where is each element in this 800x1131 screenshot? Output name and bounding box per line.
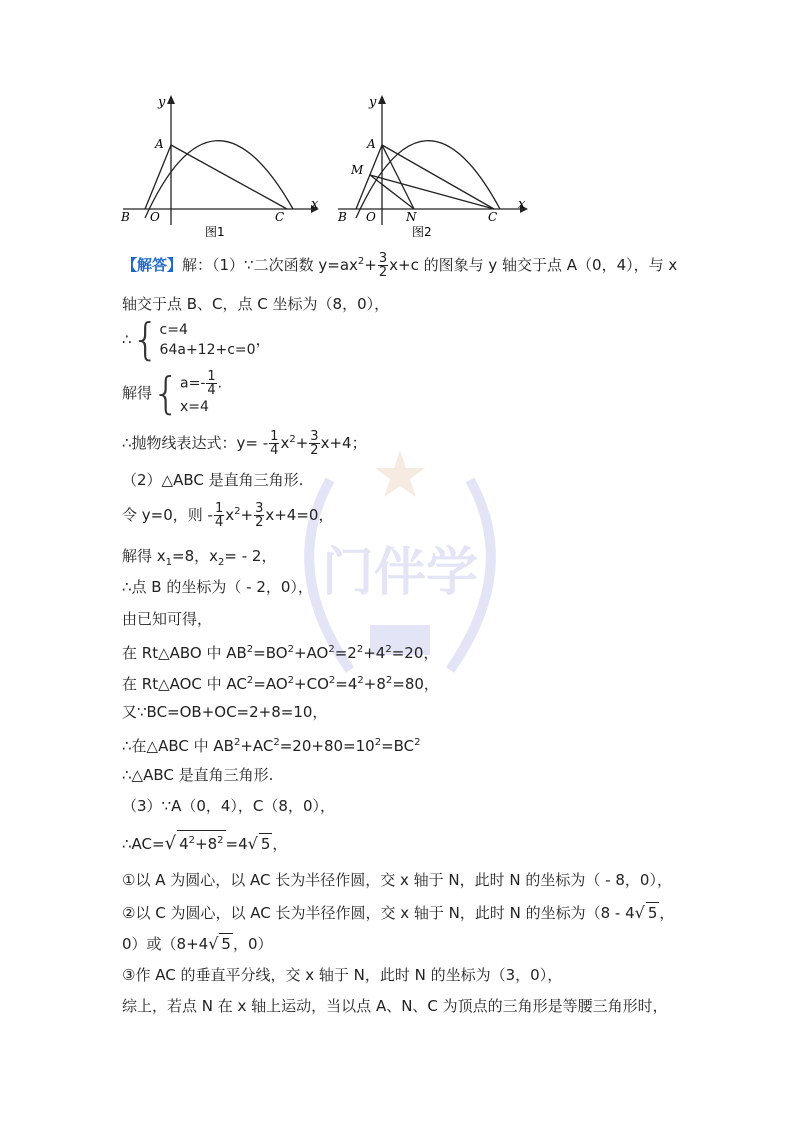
radicand: 5: [260, 835, 271, 853]
label-y: y: [158, 95, 166, 110]
equation-system: [180, 370, 222, 417]
solution-line-9: ∴点 B 的坐标为（ - 2，0），: [122, 578, 313, 596]
superscript: 2: [234, 506, 241, 517]
equation: x=4: [180, 399, 209, 415]
denominator: 4: [270, 443, 279, 458]
superscript: 2: [356, 644, 364, 655]
segment-mc: [370, 175, 494, 209]
solution-line-14: [122, 733, 421, 756]
solution-line-22: 综上，若点 N 在 x 轴上运动，当以点 A、N、C 为顶点的三角形是等腰三角形时，: [122, 997, 668, 1015]
radicand: [177, 830, 225, 854]
text: +8: [363, 675, 386, 693]
text: =80，: [392, 675, 439, 693]
superscript: 2: [287, 675, 295, 686]
subscript: 2: [218, 557, 225, 568]
denominator: 4: [214, 515, 224, 530]
equation: c=4: [159, 322, 188, 338]
label-y: y: [369, 95, 377, 110]
sqrt-sign-icon: √: [247, 834, 258, 853]
answer-tag: 【解答】: [122, 256, 183, 274]
label-b: B: [338, 210, 347, 224]
solution-line-2: 轴交于点 B、C，点 C 坐标为（8，0），: [122, 295, 390, 313]
denominator: 2: [310, 443, 319, 458]
label-b: B: [121, 210, 130, 224]
figure-2-caption: 图2: [412, 225, 432, 239]
solution-line-10: 由已知可得，: [122, 610, 213, 628]
sqrt-sign-icon: √: [208, 934, 219, 953]
subscript: 1: [165, 557, 173, 568]
text: =BC: [381, 737, 415, 755]
sqrt-sign-icon: √: [634, 903, 645, 922]
equation-system: [160, 320, 256, 360]
text: =20，: [391, 644, 439, 662]
text: ∴: [122, 330, 132, 349]
text: ∴抛物线表达式：y= -: [122, 434, 269, 452]
sqrt-sign-icon: √: [164, 833, 177, 854]
text: =20+80=10: [279, 737, 375, 755]
text: =AO: [253, 675, 288, 693]
fraction: [214, 502, 224, 529]
solution-line-7: [122, 502, 333, 529]
radicand: 5: [221, 935, 231, 953]
solution-line-17: [122, 830, 287, 854]
superscript: 2: [233, 737, 241, 748]
text: 4: [179, 835, 189, 853]
text: 解得 x: [122, 547, 166, 565]
solution-line-18: ①以 A 为圆心，以 AC 长为半径作圆，交 x 轴于 N，此时 N 的坐标为（ - 8，0），: [122, 871, 672, 889]
label-a: A: [367, 137, 376, 151]
superscript: 2: [188, 835, 195, 846]
brace-icon: {: [152, 367, 181, 419]
text: 解得: [122, 384, 153, 402]
label-n: N: [406, 210, 417, 224]
numerator: 3: [255, 501, 264, 516]
text: x+4=0，: [265, 506, 334, 524]
text: .: [217, 375, 223, 392]
label-c: C: [275, 210, 285, 224]
fraction: [254, 502, 264, 529]
text: ，: [272, 835, 288, 853]
superscript: 2: [385, 644, 392, 655]
text: 在 Rt△ABO 中 AB: [122, 644, 247, 662]
text: ，0）: [232, 935, 273, 953]
text: ∴AC=: [122, 835, 165, 853]
label-a: A: [155, 137, 164, 151]
text: =BO: [253, 644, 288, 662]
text: =8，x: [172, 547, 219, 565]
text: +AC: [240, 737, 274, 755]
numerator: 1: [270, 429, 279, 444]
text: +: [295, 434, 309, 452]
text: +CO: [294, 675, 329, 693]
radicand: 5: [647, 904, 658, 922]
denominator: 2: [255, 515, 264, 530]
solution-line-5: [122, 430, 367, 457]
text: +: [364, 256, 377, 274]
text: a=-: [180, 375, 206, 392]
solution-line-19: [122, 902, 674, 923]
superscript: 2: [273, 737, 280, 748]
label-m: M: [351, 163, 364, 177]
fraction: [309, 430, 319, 457]
label-c: C: [488, 210, 498, 224]
superscript: 2: [414, 737, 421, 748]
fraction: [269, 430, 279, 457]
denominator: 2: [378, 265, 388, 280]
solution-line-11: [122, 640, 438, 663]
equation: 64a+12+c=0: [159, 342, 256, 358]
text: 令 y=0，则 -: [122, 506, 213, 524]
superscript: 2: [287, 644, 294, 655]
fraction: [206, 370, 216, 397]
parabola: [356, 141, 500, 218]
superscript: 2: [246, 675, 254, 686]
text: 解：（1）∵二次函数 y=ax: [182, 256, 358, 274]
segment-mn: [370, 175, 414, 209]
label-x: x: [518, 197, 526, 212]
superscript: 2: [357, 675, 364, 686]
superscript: 2: [217, 835, 224, 846]
label-o: O: [150, 210, 160, 224]
superscript: 2: [328, 675, 336, 686]
superscript: 2: [385, 675, 393, 686]
watermark-text: 门伴学: [321, 543, 479, 603]
text: x: [280, 434, 290, 452]
text: ，: [255, 330, 271, 349]
star-icon: [375, 450, 425, 497]
text: =2: [334, 644, 357, 662]
text: =4: [225, 835, 248, 853]
text: x: [225, 506, 235, 524]
brace-icon: {: [131, 314, 160, 365]
solution-line-13: 又∵BC=OB+OC=2+8=10，: [122, 703, 328, 721]
y-axis-arrow: [378, 95, 386, 104]
text: +4: [363, 644, 386, 662]
y-axis-arrow: [167, 95, 175, 104]
fraction: [378, 252, 388, 279]
text: +: [240, 506, 254, 524]
figure-1-caption: 图1: [205, 225, 225, 239]
label-o: O: [366, 210, 376, 224]
figure-1: [115, 90, 325, 240]
numerator: 3: [378, 251, 388, 266]
text: x+c 的图象与 y 轴交于点 A（0，4），与 x: [389, 256, 678, 274]
solution-line-20: [122, 933, 273, 954]
solution-line-16: （3）∵A（0，4），C（8，0），: [122, 797, 335, 815]
superscript: 2: [246, 644, 254, 655]
solution-line-15: ∴△ABC 是直角三角形.: [122, 766, 274, 784]
superscript: 2: [289, 434, 296, 445]
label-x: x: [311, 197, 319, 212]
solution-line-6: （2）△ABC 是直角三角形.: [122, 471, 304, 489]
superscript: 2: [328, 644, 335, 655]
segment-ac: [382, 145, 494, 209]
segment-ac: [171, 145, 287, 209]
superscript: 2: [374, 737, 382, 748]
numerator: 1: [214, 501, 224, 516]
text: 0）或（8+4: [122, 935, 209, 953]
solution-line-21: ③作 AC 的垂直平分线，交 x 轴于 N，此时 N 的坐标为（3，0），: [122, 966, 563, 984]
figure-2: [330, 90, 540, 240]
text: = - 2，: [224, 547, 277, 565]
text: ∴在△ABC 中 AB: [122, 737, 234, 755]
solution-line-8: [122, 546, 276, 573]
solution-line-1: [122, 252, 677, 279]
superscript: 2: [357, 256, 365, 267]
solution-line-4: [122, 367, 223, 419]
numerator: 1: [207, 369, 216, 384]
numerator: 3: [310, 429, 319, 444]
parabola: [145, 141, 293, 218]
text: ，: [659, 904, 675, 922]
text: 在 Rt△AOC 中 AC: [122, 675, 247, 693]
text: +8: [195, 835, 218, 853]
text: x+4；: [320, 434, 367, 452]
text: ②以 C 为圆心，以 AC 长为半径作圆，交 x 轴于 N，此时 N 的坐标为（8 - 4: [122, 904, 635, 922]
text: +AO: [293, 644, 329, 662]
denominator: 4: [207, 383, 216, 398]
text: =4: [335, 675, 358, 693]
solution-line-12: [122, 671, 439, 694]
solution-line-3: [122, 314, 271, 365]
